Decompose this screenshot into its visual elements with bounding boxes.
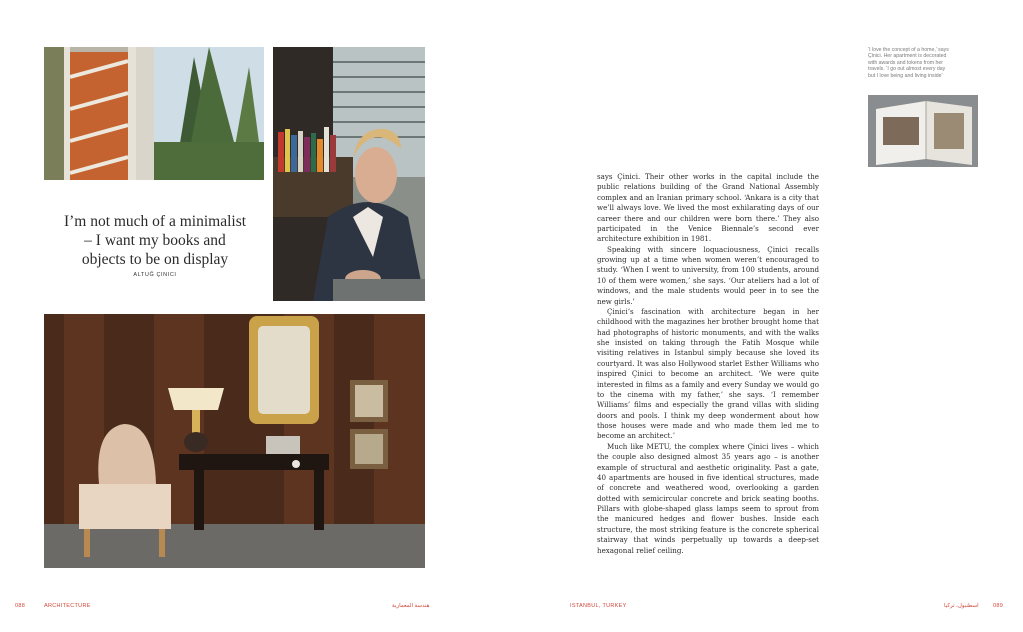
article-body [597,172,819,556]
footer-location-right: ISTANBUL, TURKEY [570,603,627,609]
caption-line: but I love being and living inside’ [868,72,943,79]
interior-photo [44,314,425,568]
quote-author: ALTUĞ ÇINICI [133,272,177,278]
article-paragraph: Çinici’s fascination with architecture began in her childhood with the magazines her brother brought home that had photographs of historic monuments, and with the walks she insisted on taking through the Fatih Mosque while visiting relatives in Istanbul simply because she loved its courtyard. It was also Hollywood starlet Esther Williams who inspired Çinici to become an architect. ‘We were quite interested in films as a family and every Sunday we would go to the cinema with my father,’ she says. ‘I remember Williams’ films and especially the grand villas with sliding doors and pools. I think my deep wonderment about how those houses were made and who made them led me to become an architect.’ [597,306,819,441]
pull-quote-line: I’m not much of a minimalist [63,213,247,230]
article-paragraph: says Çinici. Their other works in the capital include the public relations building of the Grand National Assembly complex and an Iranian primary school. ‘Ankara is a city that we’ll always love. We lived the most exhilarating days of our career there and our children were born there.’ They also participated in the Venice Biennale’s second ever architecture exhibition in 1981. [597,172,819,244]
pull-quote-line: objects to be on display [81,251,229,268]
footer-page-number-right: 089 [993,603,1004,609]
building-stairs-photo [44,47,264,180]
caption-line: ‘I love the concept of a home,’ says [868,47,949,53]
footer-section-left: ARCHITECTURE [44,603,91,609]
footer-page-number-left: 088 [15,603,26,609]
pull-quote [44,212,266,269]
footer-arabic-right: اسطنبول، تركيا [944,603,979,609]
pull-quote-line: – I want my books and [84,232,226,249]
article-paragraph: Much like METU, the complex where Çinici lives – which the couple also designed almost 35 years ago – is another example of structural and aesthetic originality. Past a gate, 40 apartments are housed in five identical structures, made of concrete and weathered wood, overlooking a garden dotted with semicircular concrete and brick seating booths. Pillars with globe-shaped glass lamps seem to sprout from the manicured hedges and flower bushes. Inside each structure, the most striking feature is the concrete spherical stairway that winds perpetually up towards a deep-set hexagonal relief ceiling. [597,441,819,555]
caption-line: Çinici. Her apartment is decorated [868,53,947,60]
article-paragraph: Speaking with sincere loquaciousness, Çinici recalls growing up at a time when women weren’t encouraged to study. ‘When I went to university, from 100 students, around 10 of them were women,’ she says. ‘Our ateliers had a lot of windows, and the male students would peer in to see the new girls.’ [597,244,819,306]
caption-line: with awards and tokens from her [868,59,943,66]
caption-line: travels. ‘I go out almost every day [868,66,946,73]
portrait-photo [273,47,425,301]
photo-caption [868,47,968,79]
book-photo [868,95,978,167]
footer-arabic-left: هندسة المعمارية [392,603,430,609]
